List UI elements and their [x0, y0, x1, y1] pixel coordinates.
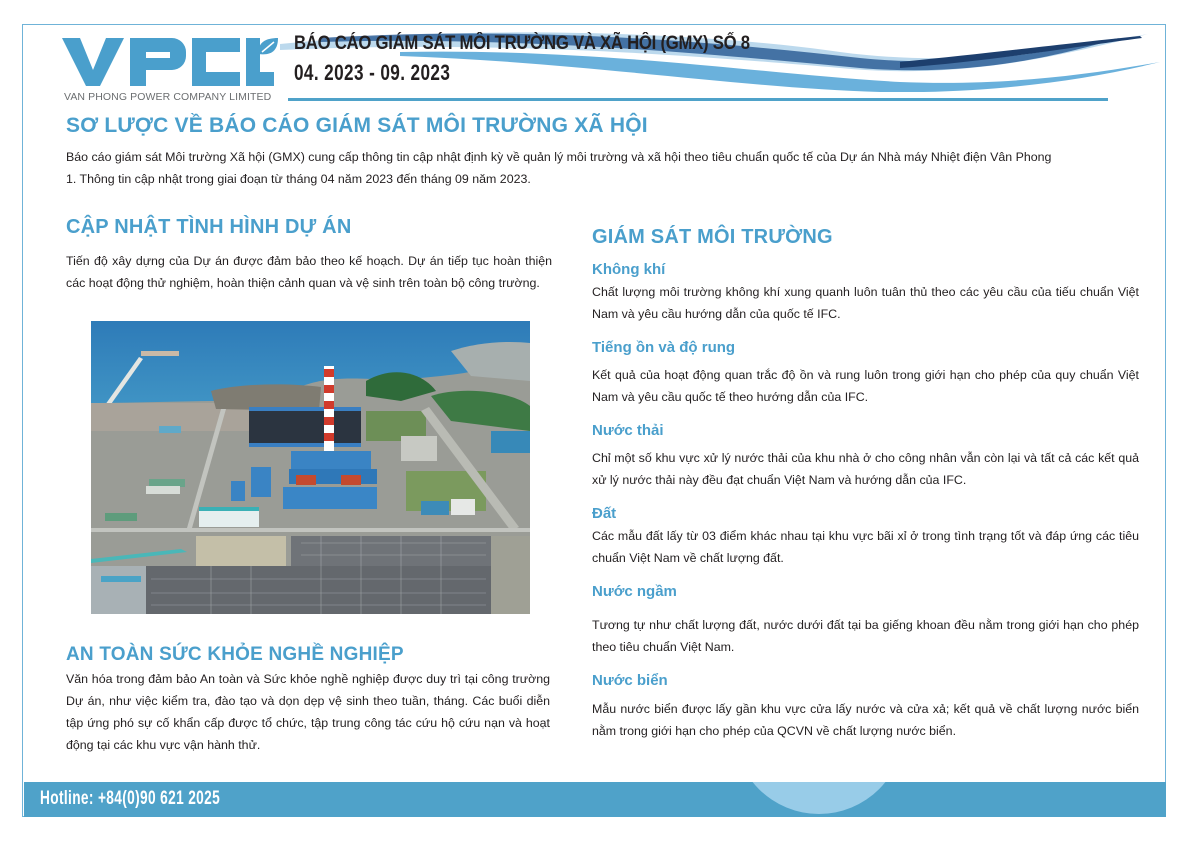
footer-decoration — [734, 782, 904, 814]
env-section-title-wastewater: Nước thải — [592, 422, 664, 439]
overview-line-2: 1. Thông tin cập nhật trong giai đoạn từ tháng 04 năm 2023 đến tháng 09 năm 2023. — [66, 172, 531, 186]
power-plant-aerial-photo — [91, 321, 530, 614]
report-period: 04. 2023 - 09. 2023 — [294, 60, 451, 85]
env-section-title-air: Không khí — [592, 261, 666, 278]
env-monitoring-title: GIÁM SÁT MÔI TRƯỜNG — [592, 226, 833, 248]
env-section-title-noise: Tiếng ồn và độ rung — [592, 339, 736, 356]
header-rule — [288, 98, 1108, 101]
env-section-body-seawater: Mẫu nước biển được lấy gần khu vực cửa lấy nước và cửa xả; kết quả về chất lượng nước biển nằm trong giới hạn cho phép của QCVN về chất lượng nước biển. — [592, 702, 1139, 738]
project-update-title: CẬP NHẬT TÌNH HÌNH DỰ ÁN — [66, 216, 352, 238]
ohs-body: Văn hóa trong đảm bảo An toàn và Sức khỏe nghề nghiệp được duy trì tại công trường Dự án, như việc kiểm tra, đào tạo và dọn dẹp vệ sinh theo tuần, tháng. Các buổi diễn tập ứng phó sự cố khẩn cấp được tổ chức, tập trung công tác cứu hộ cứu nạn và hoạt động tại các khu vực vận hành thử. — [66, 672, 550, 752]
env-section-body-air: Chất lượng môi trường không khí xung quanh luôn tuân thủ theo các yêu cầu của tiếu chuẩn Việt Nam và yêu cầu hướng dẫn của quốc tế IFC. — [592, 285, 1139, 321]
project-update-body: Tiến độ xây dựng của Dự án được đảm bảo theo kế hoạch. Dự án tiếp tục hoàn thiện các hoạt động thử nghiệm, hoàn thiện cảnh quan và vệ sinh trên toàn bộ công trường. — [66, 254, 552, 290]
company-name: VAN PHONG POWER COMPANY LIMITED — [64, 91, 272, 103]
overview-title: SƠ LƯỢC VỀ BÁO CÁO GIÁM SÁT MÔI TRƯỜNG XÃ HỘI — [66, 114, 648, 137]
env-section-body-noise: Kết quả của hoạt động quan trắc độ ồn và rung luôn trong giới hạn cho phép của quy chuẩn Việt Nam và yêu cầu quốc tế theo hướng dẫn của IFC. — [592, 368, 1139, 404]
ohs-title: AN TOÀN SỨC KHỎE NGHỀ NGHIỆP — [66, 644, 404, 665]
report-title: BÁO CÁO GIÁM SÁT MÔI TRƯỜNG VÀ XÃ HỘI (GMX) SỐ 8 — [294, 33, 750, 54]
hotline: Hotline: +84(0)90 621 2025 — [40, 788, 221, 809]
footer-bar — [24, 782, 1166, 817]
env-section-title-seawater: Nước biển — [592, 672, 668, 689]
env-section-body-wastewater: Chỉ một số khu vực xử lý nước thải của khu nhà ở cho công nhân vẫn còn lại và tất cả các kết quả xử lý nước thải này đều đạt chuẩn Việt Nam và hướng dẫn của IFC. — [592, 451, 1139, 487]
env-section-title-soil: Đất — [592, 505, 617, 522]
env-section-title-groundwater: Nước ngầm — [592, 583, 677, 600]
env-section-body-groundwater: Tương tự như chất lượng đất, nước dưới đất tại ba giếng khoan đều nằm trong giới hạn cho phép theo tiêu chuẩn Việt Nam. — [592, 618, 1139, 654]
overview-line-1: Báo cáo giám sát Môi trường Xã hội (GMX) cung cấp thông tin cập nhật định kỳ về quản lý môi trường và xã hội theo tiêu chuẩn quốc tế của Dự án Nhà máy Nhiệt điện Vân Phong — [66, 150, 1052, 164]
env-section-body-soil: Các mẫu đất lấy từ 03 điểm khác nhau tại khu vực bãi xỉ ở trong tình trạng tốt và đáp ứng các tiêu chuẩn Việt Nam về chất lượng đất. — [592, 529, 1139, 565]
